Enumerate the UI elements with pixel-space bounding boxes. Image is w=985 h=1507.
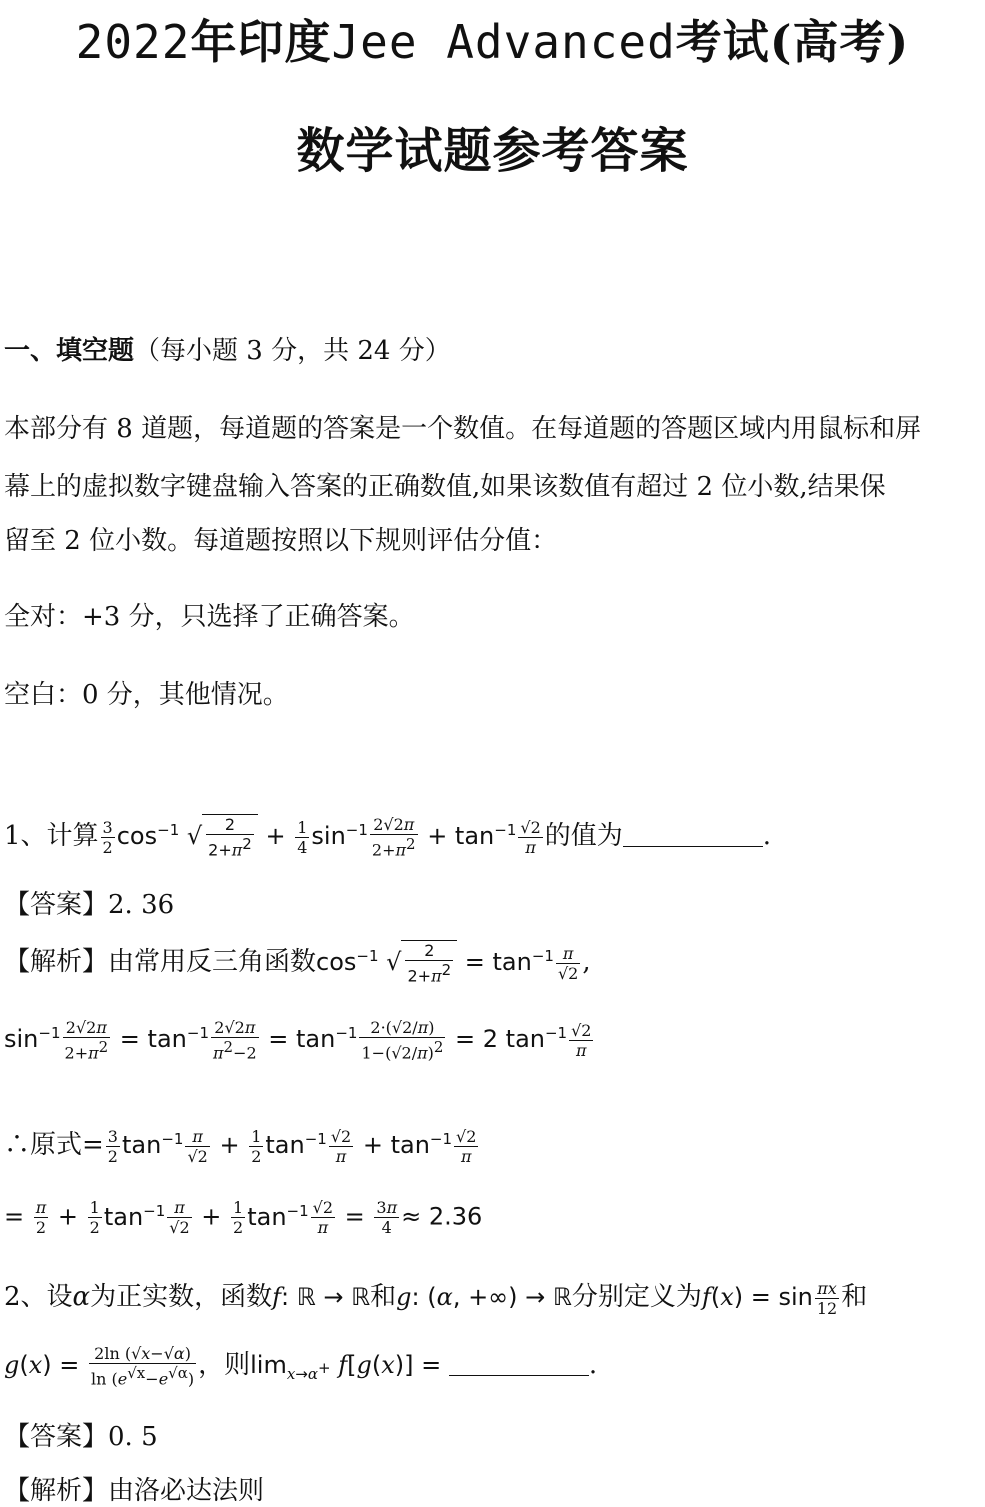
question-2-end: .: [588, 1350, 598, 1381]
question-2-text-3: 分别定义为: [571, 1282, 702, 1312]
formula-variable: α: [72, 1282, 91, 1312]
title-exam: Jee Advanced: [331, 15, 676, 69]
formula-fraction: $\frac{2√2\pi}{2+\pi 2}$: [371, 815, 416, 860]
formula-term: $\tan^{-1}$: [121, 1130, 184, 1159]
question-2-line-1: [4, 1276, 867, 1318]
formula-fraction: $\frac{√2}{\pi}$: [571, 1020, 592, 1060]
formula-term: $\cos^{-1}$ √ $\frac{2}{2+\pi 2}$ = $\tan^{-1}$: [316, 941, 554, 986]
analysis-1-line-2: [4, 1018, 595, 1062]
answer-1: [4, 884, 174, 921]
formula-fraction: $\frac{\pi}{√2}$: [169, 1198, 190, 1237]
answer-blank: [449, 1357, 589, 1376]
title-line-1: [0, 6, 985, 72]
analysis-2: [4, 1470, 264, 1507]
formula-term: $\sin^{-1}$: [311, 821, 368, 851]
formula-fraction: $\frac{1}{2}$: [89, 1198, 100, 1237]
question-1: [4, 814, 771, 859]
intro-paragraph-line-3: 留至 2 位小数。每道题按照以下规则评估分值：: [4, 526, 558, 556]
rule-blank-score: 空白：0 分，其他情况。: [4, 680, 289, 710]
question-1-suffix: 的值为: [544, 821, 623, 852]
section-heading: [4, 330, 451, 367]
question-2-line-2: [4, 1344, 597, 1388]
formula-fraction: $\frac{1}{2}$: [251, 1126, 262, 1166]
answer-value: 2. 36: [108, 890, 175, 920]
formula-fraction: $\frac{3}{2}$: [107, 1126, 118, 1166]
section-heading-bold: 一、填空题: [4, 336, 135, 366]
intro-paragraph-line-1: 本部分有 8 道题，每道题的答案是一个数值。在每道题的答题区域内用鼠标和屏: [4, 414, 922, 444]
formula-term: = $\tan^{-1}$: [260, 1024, 358, 1054]
intro-paragraph-line-2: 幕上的虚拟数字键盘输入答案的正确数值,如果该数值有超过 2 位小数,结果保: [4, 472, 886, 502]
formula-term: f: ℝ → ℝ: [272, 1283, 371, 1311]
formula-fraction: $\frac{√2}{\pi}$: [312, 1198, 334, 1237]
formula-fraction: $\frac{2\ln (√x-√\alpha)}{\ln (e√x-e√\alpha)}$: [91, 1344, 195, 1389]
analysis-text: 由洛必达法则: [108, 1476, 265, 1506]
answer-2: [4, 1416, 158, 1453]
formula-term: +: [193, 1202, 230, 1231]
title-line-2: 数学试题参考答案: [296, 123, 689, 179]
formula-term: $\tan^{-1}$: [247, 1201, 309, 1231]
formula-term: + $\tan^{-1}$: [419, 821, 517, 851]
analysis-1-line-3: [4, 1124, 480, 1166]
formula-fraction: $\frac{\pi}{√2}$: [557, 943, 579, 983]
title-year: 2022: [75, 15, 191, 69]
answer-value: 0. 5: [108, 1422, 158, 1452]
question-1-prefix: 1、计算: [4, 821, 99, 852]
formula-fraction: $\frac{2\cdot(√2/\pi)}{1-(√2/\pi)2}$: [361, 1018, 444, 1063]
formula-fraction: $\frac{√2}{\pi}$: [456, 1126, 477, 1166]
formula-term: f(x) = sin: [701, 1283, 813, 1311]
question-2-prefix: 2、设: [4, 1282, 73, 1312]
formula-fraction: $\frac{1}{4}$: [297, 817, 308, 857]
formula-fraction: $\frac{3}{2}$: [102, 817, 113, 857]
question-2-text-2: 和: [370, 1282, 397, 1312]
formula-term: $\tan^{-1}$: [265, 1130, 327, 1159]
question-1-end: .: [762, 821, 772, 852]
question-2-then: ，则: [198, 1350, 251, 1381]
answer-label: 【答案】: [4, 890, 109, 920]
formula-fraction: $\frac{1}{2}$: [233, 1198, 244, 1237]
formula-term: + $\tan^{-1}$: [355, 1130, 453, 1159]
formula-fraction: $\frac{\pi}{√2}$: [187, 1126, 208, 1166]
formula-fraction: $\frac{√2}{\pi}$: [520, 817, 541, 857]
therefore-label: ∴原式=: [4, 1130, 104, 1160]
answer-blank: [623, 828, 763, 847]
formula-term: +: [50, 1202, 86, 1231]
formula-term: +: [211, 1131, 248, 1159]
formula-term: =: [337, 1202, 373, 1231]
title-exam-type: 考试(高考): [675, 15, 910, 69]
formula-term: g: (α, +∞) → ℝ: [396, 1283, 572, 1311]
analysis-label: 【解析】: [4, 947, 109, 978]
final-value: ≈ 2.36: [401, 1202, 483, 1231]
analysis-1-line-4: [4, 1198, 482, 1237]
formula-term: $\lim_{x\to\alpha+} f[g(x)]$ =: [250, 1351, 449, 1383]
formula-fraction: $\frac{\pi}{2}$: [35, 1198, 47, 1237]
analysis-label: 【解析】: [4, 1476, 109, 1506]
formula-term: $\tan^{-1}$: [103, 1201, 166, 1231]
formula-fraction: $\frac{2√2\pi}{2+\pi 2}$: [64, 1018, 109, 1063]
analysis-text: 由常用反三角函数: [108, 947, 317, 978]
formula-fraction: $\frac{2√2\pi}{\pi 2-2}$: [213, 1018, 257, 1063]
analysis-1-line-1: 【解析】由常用反三角函数$\cos^{-1}$ √ $\frac{2}{2+\pi 2}$ = $\tan^{-1}$ $\frac{\pi}{√2}$ ,: [4, 941, 591, 986]
formula-fraction: $\frac{\pi x}{12}$: [816, 1278, 838, 1318]
section-heading-rest: （每小题 3 分，共 24 分）: [134, 336, 451, 366]
formula-term: $\cos^{-1}$ √ $\frac{2}{2+\pi 2}$ +: [116, 815, 294, 860]
formula-fraction: $\frac{√2}{\pi}$: [330, 1126, 352, 1166]
answer-label: 【答案】: [4, 1422, 109, 1452]
formula-term: g(x) =: [4, 1351, 88, 1380]
question-2-text-1: 为正实数，函数: [90, 1282, 273, 1312]
question-2-text-4: 和: [841, 1282, 868, 1312]
formula-fraction: $\frac{3\pi}{4}$: [376, 1198, 398, 1237]
title-country: 年印度: [190, 15, 332, 69]
rule-full-score: 全对：+3 分，只选择了正确答案。: [4, 602, 415, 632]
formula-term: = 2 $\tan^{-1}$: [447, 1024, 568, 1054]
formula-term: =: [4, 1202, 32, 1231]
formula-term: = $\tan^{-1}$: [112, 1024, 209, 1054]
formula-term: $\sin^{-1}$: [4, 1024, 61, 1054]
